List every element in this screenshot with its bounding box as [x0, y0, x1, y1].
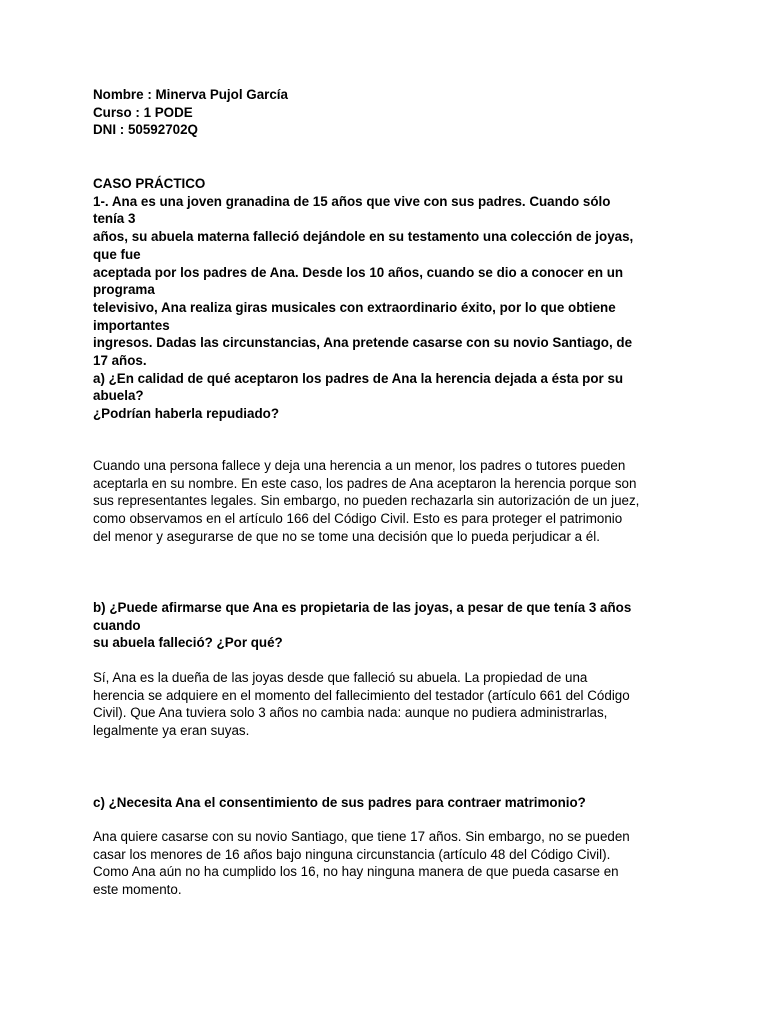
answer-a: [93, 457, 693, 546]
answer-b-line: herencia se adquiere en el momento del fallecimiento del testador (artículo 661 del Código: [93, 687, 630, 703]
answer-c-line: casar los menores de 16 años bajo ninguna circunstancia (artículo 48 del Código Civil).: [93, 846, 611, 862]
question-b: [93, 599, 693, 652]
case-text-line: tenía 3: [93, 211, 136, 227]
answer-a-line: aceptarla en su nombre. En este caso, los padres de Ana aceptaron la herencia porque son: [93, 475, 637, 491]
case-text-line: años, su abuela materna falleció dejándole en su testamento una colección de joyas,: [93, 229, 634, 245]
answer-b-line: Civil). Que Ana tuviera solo 3 años no cambia nada: aunque no pudiera administrarlas,: [93, 705, 608, 721]
case-text-line: 1-. Ana es una joven granadina de 15 años que vive con sus padres. Cuando sólo: [93, 193, 611, 209]
answer-b: [93, 669, 693, 740]
question-a-line: a) ¿En calidad de qué aceptaron los padres de Ana la herencia dejada a ésta por su: [93, 370, 624, 386]
case-statement: [93, 175, 693, 423]
answer-c-line: Ana quiere casarse con su novio Santiago, que tiene 17 años. Sin embargo, no se pueden: [93, 829, 630, 844]
case-text-line: televisivo, Ana realiza giras musicales con extraordinario éxito, por lo que obtiene: [93, 299, 616, 315]
case-text-line: 17 años.: [93, 353, 147, 369]
answer-c: [93, 828, 693, 899]
student-name-line: Nombre : Minerva Pujol García: [93, 87, 288, 102]
case-title: CASO PRÁCTICO: [93, 176, 206, 191]
question-c-line: c) ¿Necesita Ana el consentimiento de sus padres para contraer matrimonio?: [93, 795, 586, 810]
answer-a-line: como observamos en el artículo 166 del Código Civil. Esto es para proteger el patrimonio: [93, 511, 623, 527]
answer-b-line: legalmente ya eran suyas.: [93, 723, 250, 739]
question-a-line: ¿Podrían haberla repudiado?: [93, 406, 280, 422]
answer-a-line: sus representantes legales. Sin embargo, no pueden rechazarla sin autorización de un juez,: [93, 493, 640, 509]
case-text-line: programa: [93, 282, 155, 298]
course-line: Curso : 1 PODE: [93, 104, 193, 120]
answer-a-line: Cuando una persona fallece y deja una herencia a un menor, los padres o tutores pueden: [93, 458, 626, 473]
student-info-header: [93, 86, 693, 139]
dni-line: DNI : 50592702Q: [93, 122, 198, 138]
question-c: [93, 794, 693, 812]
case-text-line: importantes: [93, 317, 170, 333]
case-text-line: aceptada por los padres de Ana. Desde los 10 años, cuando se dio a conocer en un: [93, 264, 624, 280]
case-text-line: ingresos. Dadas las circunstancias, Ana pretende casarse con su novio Santiago, de: [93, 335, 633, 351]
question-a-line: abuela?: [93, 388, 144, 404]
question-b-line: su abuela falleció? ¿Por qué?: [93, 635, 283, 651]
question-b-line: b) ¿Puede afirmarse que Ana es propietaria de las joyas, a pesar de que tenía 3 años: [93, 600, 632, 615]
answer-c-line: Como Ana aún no ha cumplido los 16, no hay ninguna manera de que pueda casarse en: [93, 864, 619, 880]
case-text-line: que fue: [93, 246, 141, 262]
answer-c-line: este momento.: [93, 882, 182, 898]
answer-a-line: del menor y asegurarse de que no se tome una decisión que lo pueda perjudicar a él.: [93, 528, 600, 544]
answer-b-line: Sí, Ana es la dueña de las joyas desde que falleció su abuela. La propiedad de una: [93, 670, 588, 685]
question-b-line: cuando: [93, 617, 141, 633]
